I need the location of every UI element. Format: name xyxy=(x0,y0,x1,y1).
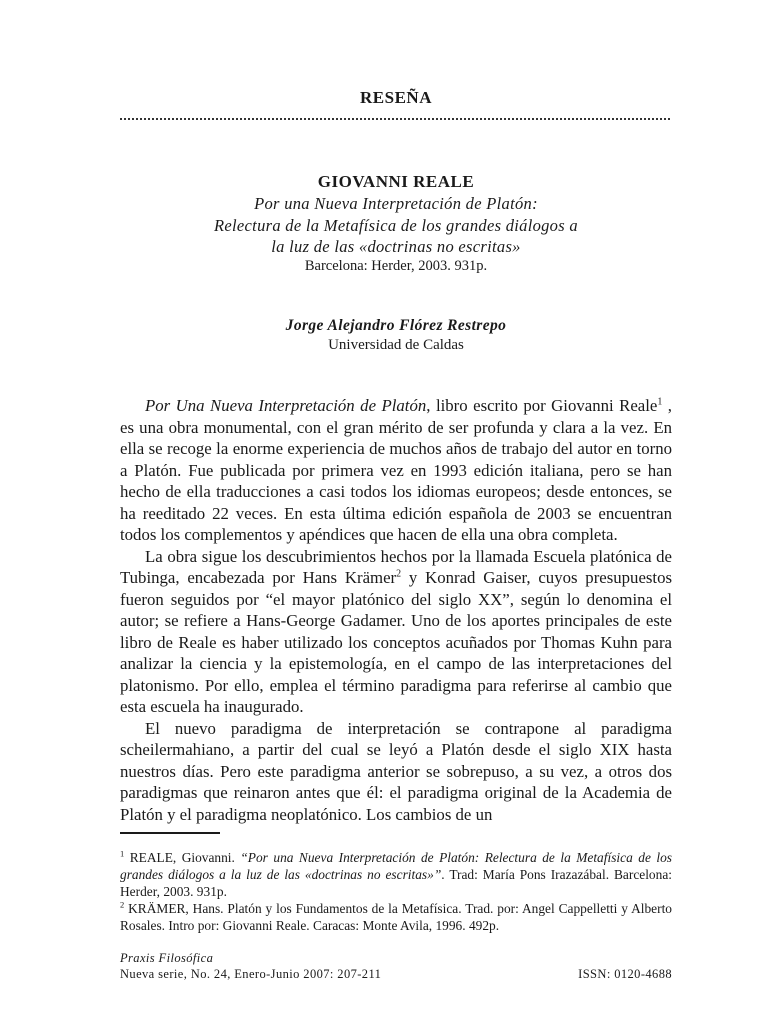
reviewer-name: Jorge Alejandro Flórez Restrepo xyxy=(285,317,507,334)
footnote-mark: 2 xyxy=(120,899,125,910)
dotted-divider xyxy=(120,118,670,120)
reviewer-affiliation: Universidad de Caldas xyxy=(328,337,464,353)
footnote: $^2$ KRÄMER, Hans. Platón y los Fundamentos de la Metafísica. Trad. por: Angel Cappelletti y Alberto Rosales. Intro por: Giovanni Reale. Caracas: Monte Avila, 1996. 492p. xyxy=(120,899,672,933)
book-title xyxy=(120,193,672,258)
footnote-ref: 2 xyxy=(396,568,402,580)
review-body xyxy=(120,395,672,825)
footnote: $^1$ REALE, Giovanni. “Por una Nueva Interpretación de Platón: Relectura de la Metafísica de los grandes diálogos a la luz de las «doctrinas no escritas»”. Trad: María Pons Irazazábal. Barcelona: Herder, 2003. 931p. xyxy=(120,848,672,899)
section-title: RESEÑA xyxy=(360,88,432,107)
body-text: , es una obra monumental, con el gran mérito de ser profunda y clara a la vez. En ella se recoge la enorme experiencia de muchos años de trabajo del autor en torno a Platón. Fue publicada por primera vez en 1993 edición italiana, pero se han hecho de ella traducciones a casi todos los idiomas europeos; desde entonces, se ha reeditado 22 veces. En esta última edición española de 2003 se encuentran todos los complementos y apéndices que hacen de ella una obra completa. xyxy=(120,396,673,544)
body-text: La obra sigue los descubrimientos hechos por la llamada Escuela platónica de Tubinga, encabezada por Hans Krämer xyxy=(120,546,672,587)
journal-name: Praxis Filosófica xyxy=(120,951,214,965)
book-title-line: Por una Nueva Interpretación de Platón: xyxy=(254,194,538,213)
document-page xyxy=(120,0,672,1024)
book-title-line: Relectura de la Metafísica de los grandes diálogos a xyxy=(214,215,578,235)
book-publication: Barcelona: Herder, 2003. 931p. xyxy=(304,258,488,274)
journal-issue: Nueva serie, No. 24, Enero-Junio 2007: 207-211 xyxy=(120,967,382,981)
body-text: y Konrad Gaiser, cuyos presupuestos fueron seguidos por “el mayor platónico del siglo XX”, según lo denomina el autor; se refiere a Hans-George Gadamer. Uno de los aportes principales de este libro de Reale es haber utilizado los conceptos acuñados por Thomas Kuhn para analizar la ciencia y la epistemología, en el campo de las interpretaciones del platonismo. Por ello, emplea el término paradigma para referirse al cambio que esta escuela ha inaugurado. xyxy=(120,568,673,716)
book-title-line: la luz de las «doctrinas no escritas» xyxy=(271,237,521,256)
footnote-mark: 1 xyxy=(120,848,125,859)
book-author: GIOVANNI REALE xyxy=(317,172,475,191)
footnotes xyxy=(120,849,672,934)
body-text: , libro escrito por Giovanni Reale xyxy=(426,396,658,415)
body-paragraph xyxy=(120,395,672,546)
work-title: Por Una Nueva Interpretación de Platón xyxy=(145,396,427,415)
issn: ISSN: 0120-4688 xyxy=(578,967,672,981)
footnote-ref: 1 xyxy=(657,396,663,408)
footnote-rule xyxy=(120,832,220,834)
body-paragraph xyxy=(120,546,672,718)
body-paragraph: El nuevo paradigma de interpretación se contrapone al paradigma scheilermahiano, a partir del cual se leyó a Platón desde el siglo XIX hasta nuestros días. Pero este paradigma anterior se sobrepuso, a su vez, a otros dos paradigmas que reinaron antes que él: el paradigma original de la Academia de Platón y el paradigma neoplatónico. Los cambios de un xyxy=(120,718,672,824)
